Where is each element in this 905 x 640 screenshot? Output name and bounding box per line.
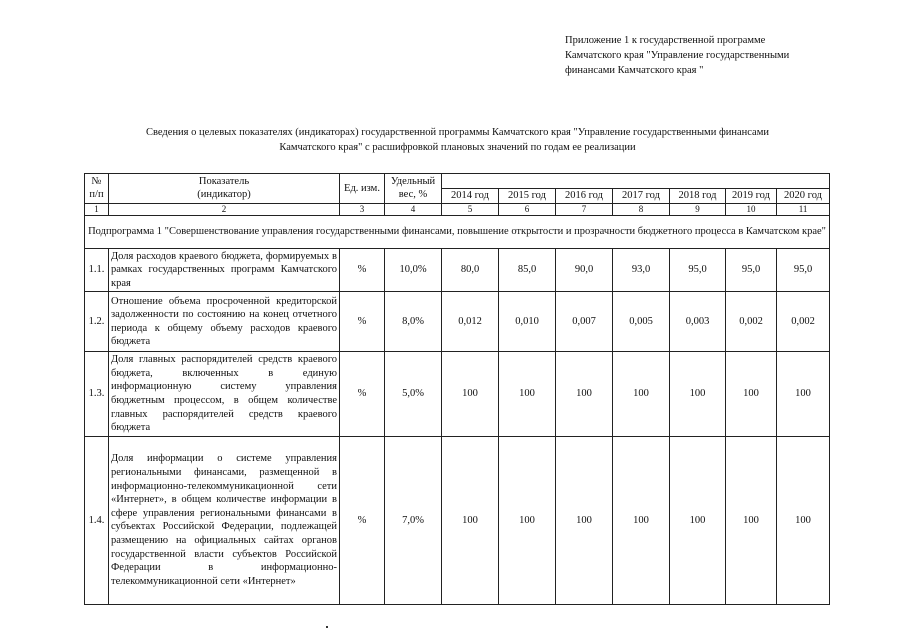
- row-weight: 5,0%: [385, 352, 442, 437]
- row-weight: 10,0%: [385, 248, 442, 292]
- row-value: 93,0: [613, 248, 670, 292]
- row-num: 1.1.: [85, 248, 109, 292]
- row-weight: 7,0%: [385, 436, 442, 604]
- table-row: [85, 352, 830, 437]
- column-number: 4: [385, 203, 442, 215]
- row-value: 100: [442, 436, 499, 604]
- row-num: 1.4.: [85, 436, 109, 604]
- row-num: 1.2.: [85, 292, 109, 352]
- column-number: 6: [499, 203, 556, 215]
- header-year: 2014 год: [442, 189, 499, 204]
- row-value: 100: [499, 352, 556, 437]
- subprogram-row: [85, 215, 830, 248]
- header-row: [85, 174, 830, 189]
- appendix-line-2: Камчатского края "Управление государственными: [565, 50, 790, 61]
- header-indicator: [109, 174, 340, 204]
- row-value: 0,003: [670, 292, 726, 352]
- row-value: 100: [499, 436, 556, 604]
- title-line-1: Сведения о целевых показателях (индикаторах) государственной программы Камчатского края "Управление государственными финансами: [146, 127, 769, 138]
- column-number: 5: [442, 203, 499, 215]
- header-num: [85, 174, 109, 204]
- header-indicator-line-1: Показатель: [198, 175, 250, 187]
- header-weight: [385, 174, 442, 204]
- row-unit: %: [340, 352, 385, 437]
- row-value: 95,0: [726, 248, 777, 292]
- column-number: 11: [777, 203, 830, 215]
- header-year: 2016 год: [556, 189, 613, 204]
- column-number: 1: [85, 203, 109, 215]
- appendix-line-1: Приложение 1 к государственной программе: [565, 35, 766, 46]
- row-value: 100: [777, 436, 830, 604]
- row-value: 100: [670, 352, 726, 437]
- header-unit: Ед. изм.: [340, 174, 385, 204]
- header-years-group: [442, 174, 830, 189]
- row-value: 0,005: [613, 292, 670, 352]
- table-row: [85, 436, 830, 604]
- row-value: 0,012: [442, 292, 499, 352]
- header-year: 2017 год: [613, 189, 670, 204]
- row-indicator-name: Отношение объема просроченной кредиторской задолженности по состоянию на конец отчетного периода к общему объему расходов краевого бюджета: [109, 292, 340, 352]
- header-year: 2019 год: [726, 189, 777, 204]
- row-value: 100: [777, 352, 830, 437]
- header-year: 2015 год: [499, 189, 556, 204]
- row-value: 90,0: [556, 248, 613, 292]
- row-value: 100: [442, 352, 499, 437]
- row-value: 100: [726, 436, 777, 604]
- row-value: 0,002: [777, 292, 830, 352]
- column-number: 10: [726, 203, 777, 215]
- indicators-table: [84, 173, 830, 605]
- table-row: [85, 248, 830, 292]
- row-value: 100: [556, 436, 613, 604]
- row-weight: 8,0%: [385, 292, 442, 352]
- row-indicator-name: Доля информации о системе управления региональными финансами, размещенной в информационно-телекоммуникационной сети «Интернет», в общем количестве информации в сфере управления региональными финансами в субъектах Российской Федерации, подлежащей размещению на официальных сайтах органов государственной власти субъектов Российской Федерации в информационно-телекоммуникационной сети «Интернет»: [109, 436, 340, 604]
- document-title: [95, 125, 820, 155]
- row-value: 85,0: [499, 248, 556, 292]
- title-line-2: Камчатского края" с расшифровкой плановых значений по годам ее реализации: [279, 142, 636, 153]
- column-number-row: [85, 203, 830, 215]
- row-value: 0,010: [499, 292, 556, 352]
- header-num-line-2: п/п: [89, 189, 104, 201]
- subprogram-title: Подпрограмма 1 "Совершенствование управления государственными финансами, повышение открытости и прозрачности бюджетного процесса в Камчатском крае": [85, 215, 830, 248]
- table-row: [85, 292, 830, 352]
- header-year: 2020 год: [777, 189, 830, 204]
- row-value: 100: [613, 436, 670, 604]
- row-value: 95,0: [777, 248, 830, 292]
- scan-speck: [326, 626, 328, 628]
- row-value: 0,007: [556, 292, 613, 352]
- row-unit: %: [340, 436, 385, 604]
- header-indicator-line-2: (индикатор): [197, 189, 251, 201]
- row-unit: %: [340, 292, 385, 352]
- row-value: 80,0: [442, 248, 499, 292]
- column-number: 7: [556, 203, 613, 215]
- header-weight-line-2: вес, %: [398, 189, 428, 201]
- column-number: 2: [109, 203, 340, 215]
- appendix-note: [565, 33, 865, 78]
- row-value: 100: [613, 352, 670, 437]
- row-indicator-name: Доля главных распорядителей средств краевого бюджета, включенных в единую информационную систему управления бюджетным процессом, в общем количестве главных распорядителей средств краевого бюджета: [109, 352, 340, 437]
- row-value: 95,0: [670, 248, 726, 292]
- row-value: 100: [556, 352, 613, 437]
- row-value: 0,002: [726, 292, 777, 352]
- header-num-line-1: №: [91, 175, 102, 187]
- row-value: 100: [670, 436, 726, 604]
- row-num: 1.3.: [85, 352, 109, 437]
- appendix-line-3: финансами Камчатского края ": [565, 65, 704, 76]
- header-weight-line-1: Удельный: [390, 175, 436, 187]
- row-unit: %: [340, 248, 385, 292]
- row-indicator-name: Доля расходов краевого бюджета, формируемых в рамках государственных программ Камчатского края: [109, 248, 340, 292]
- column-number: 8: [613, 203, 670, 215]
- header-year: 2018 год: [670, 189, 726, 204]
- column-number: 9: [670, 203, 726, 215]
- column-number: 3: [340, 203, 385, 215]
- row-value: 100: [726, 352, 777, 437]
